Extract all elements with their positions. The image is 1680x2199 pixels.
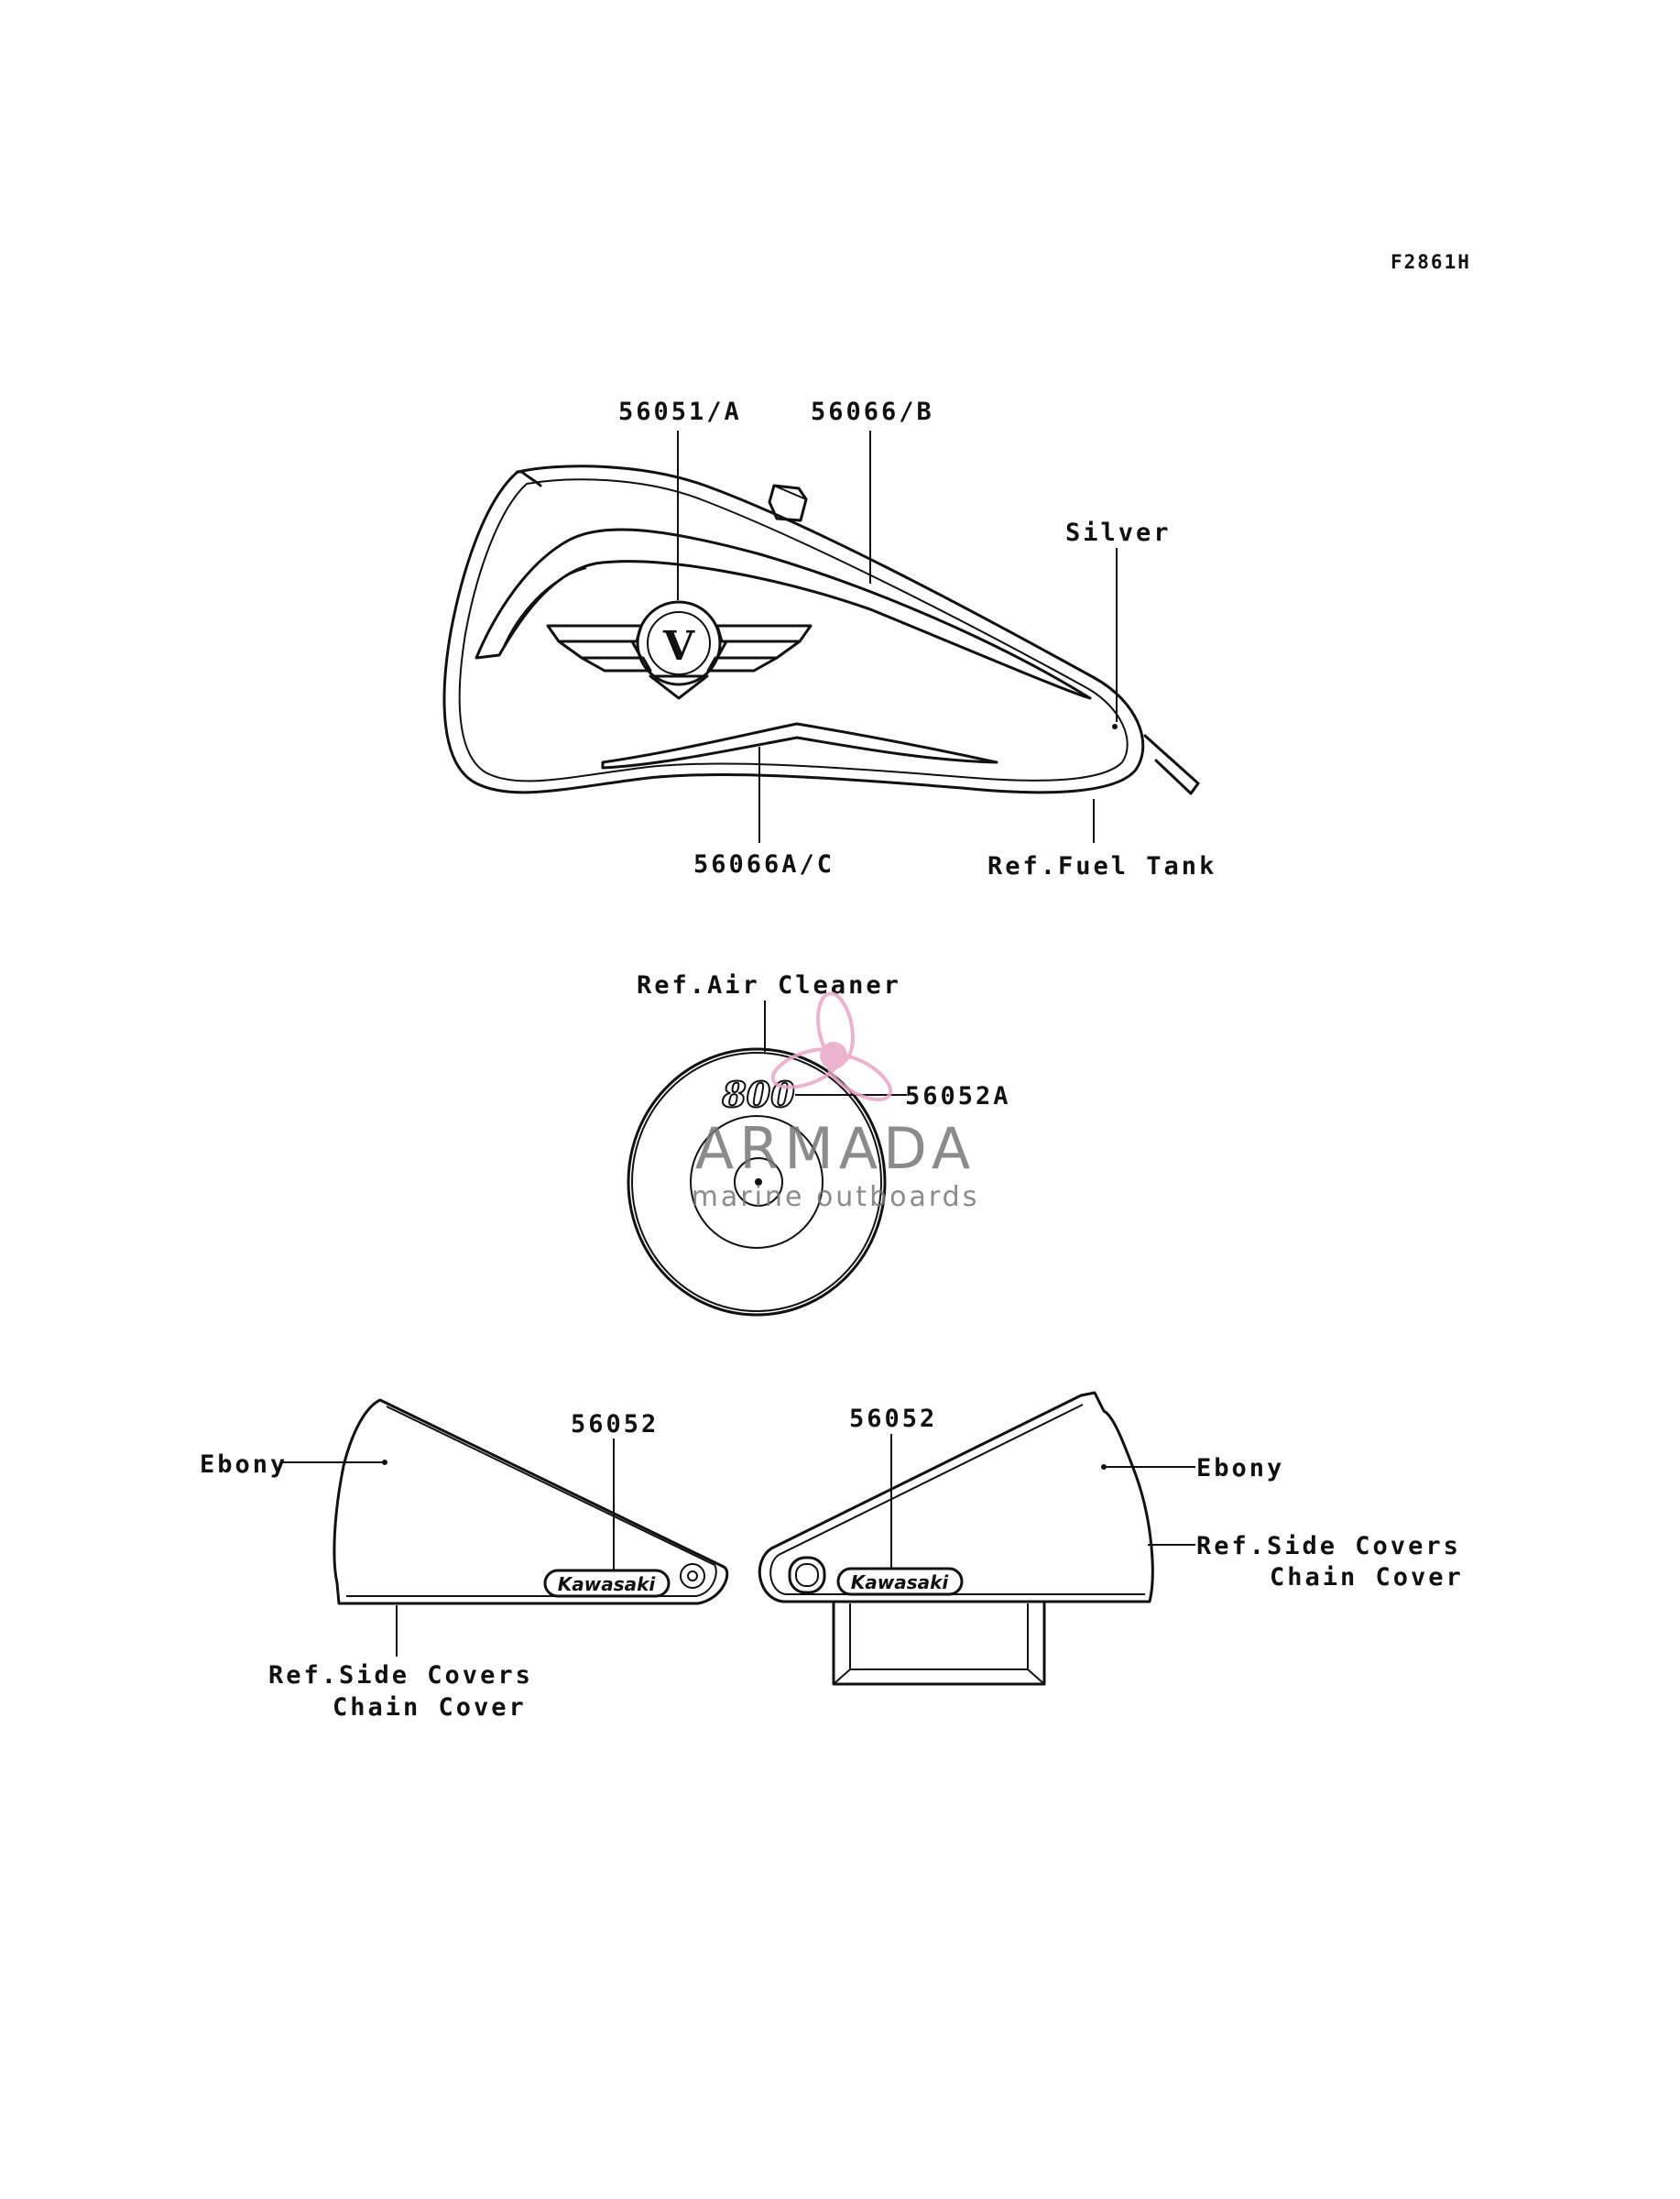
left-kawasaki-decal [545, 1570, 669, 1596]
label-left-cover-color: Ebony [200, 1450, 289, 1479]
label-tank-upper-stripe: 56066/B [811, 398, 934, 426]
right-kawasaki-decal [838, 1569, 962, 1594]
label-tank-color: Silver [1065, 519, 1172, 547]
watermark-tagline: marine outboards [691, 1181, 980, 1213]
left-decal-brand: Kawasaki [557, 1573, 656, 1595]
label-tank-emblem: 56051/A [618, 398, 742, 426]
label-tank-ref: Ref.Fuel Tank [987, 852, 1217, 881]
figure-code: F2861H [1391, 251, 1471, 273]
label-left-cover-decal: 56052 [571, 1410, 660, 1439]
label-right-cover-ref-2: Chain Cover [1270, 1563, 1464, 1592]
label-left-cover-ref-2: Chain Cover [333, 1693, 527, 1722]
left-side-cover [334, 1400, 727, 1603]
label-right-cover-ref-1: Ref.Side Covers [1196, 1532, 1461, 1560]
label-air-cleaner-decal: 56052A [905, 1082, 1011, 1110]
label-left-cover-ref-1: Ref.Side Covers [268, 1661, 533, 1690]
right-decal-brand: Kawasaki [850, 1571, 949, 1593]
watermark-brand: ARMADA [694, 1115, 976, 1182]
v-twin-emblem-decal [548, 602, 811, 698]
fuel-tank [444, 466, 1198, 793]
label-right-cover-color: Ebony [1196, 1454, 1285, 1482]
label-tank-lower-stripe: 56066A/C [693, 850, 835, 879]
label-air-cleaner-ref: Ref.Air Cleaner [637, 971, 901, 1000]
air-cleaner-800-decal: 800 [722, 1074, 795, 1115]
right-side-cover [759, 1393, 1152, 1684]
label-right-cover-decal: 56052 [849, 1405, 938, 1433]
emblem-letter: V [662, 623, 695, 670]
